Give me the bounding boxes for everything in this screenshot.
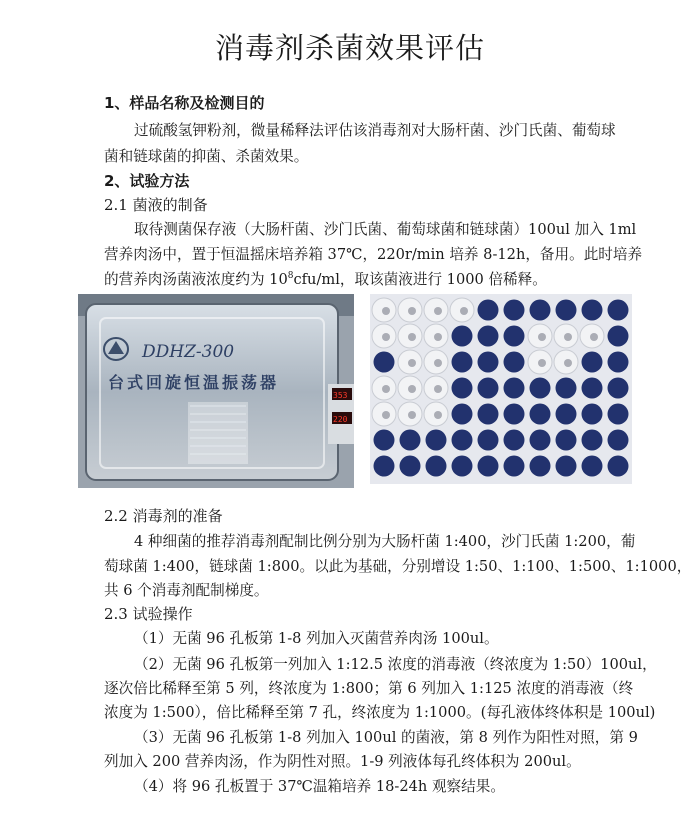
subsection-2-1-text-line-3: 的营养肉汤菌液浓度约为 $10^8cfu/ml$，取该菌液进行 1000 倍稀释。 [104, 271, 547, 288]
well-sediment [408, 333, 416, 341]
well-sediment [382, 385, 390, 393]
well-sediment [434, 307, 442, 315]
well-sediment [538, 359, 546, 367]
section-1-text-line-2: 菌和链球菌的抑菌、杀菌效果。 [104, 148, 309, 165]
clear-well [582, 352, 603, 373]
shaker-incubator-photo [78, 294, 354, 488]
clear-well [478, 404, 499, 425]
incubator-brand-label: DDHZ-300 [142, 342, 235, 362]
well-sediment [538, 333, 546, 341]
subsection-2-1-heading: 2.1 菌液的制备 [104, 196, 208, 214]
clear-well [374, 352, 395, 373]
operation-step-3-line-1: （3）无菌 96 孔板第 1-8 列加入 100ul 的菌液，第 8 列作为阳性对照，第 9 [134, 729, 638, 746]
clear-well [504, 352, 525, 373]
clear-well [452, 430, 473, 451]
clear-well [582, 430, 603, 451]
clear-well [400, 456, 421, 477]
clear-well [452, 404, 473, 425]
subsection-2-3-heading: 2.3 试验操作 [104, 605, 193, 623]
well-sediment [434, 385, 442, 393]
clear-well [504, 430, 525, 451]
clear-well [530, 456, 551, 477]
clear-well [452, 378, 473, 399]
well-sediment [434, 359, 442, 367]
page-title: 消毒剂杀菌效果评估 [214, 31, 485, 65]
clear-well [478, 300, 499, 321]
well-sediment [564, 359, 572, 367]
operation-step-3-line-2: 列加入 200 营养肉汤，作为阴性对照。1-9 列液体每孔终体积为 200ul。 [104, 753, 581, 770]
well-plate-photo [370, 294, 632, 484]
well-sediment [564, 333, 572, 341]
subsection-2-2-text-line-1: 4 种细菌的推荐消毒剂配制比例分别为大肠杆菌 1:400，沙门氏菌 1:200，葡 [134, 533, 636, 550]
clear-well [374, 456, 395, 477]
section-1-text-line-1: 过硫酸氢钾粉剂，微量稀释法评估该消毒剂对大肠杆菌、沙门氏菌、葡萄球 [134, 122, 616, 139]
clear-well [582, 456, 603, 477]
clear-well [556, 378, 577, 399]
operation-step-1: （1）无菌 96 孔板第 1-8 列加入灭菌营养肉汤 100ul。 [134, 630, 499, 647]
clear-well [478, 430, 499, 451]
well-sediment [590, 333, 598, 341]
subsection-2-2-text-line-2: 萄球菌 1:400，链球菌 1:800。以此为基础，分别增设 1:50、1:100、1:500、1:1000， [104, 558, 692, 575]
subsection-2-1-text-line-2: 营养肉汤中，置于恒温摇床培养箱 37℃，220r/min 培养 8-12h，备用。此时培养 [104, 246, 643, 263]
subsection-2-2-heading: 2.2 消毒剂的准备 [104, 507, 223, 525]
well-plate-image [370, 294, 632, 484]
section-2-heading: 2、试验方法 [104, 172, 190, 190]
clear-well [452, 326, 473, 347]
clear-well [608, 352, 629, 373]
clear-well [504, 300, 525, 321]
clear-well [556, 300, 577, 321]
clear-well [608, 326, 629, 347]
well-sediment [408, 411, 416, 419]
well-sediment [382, 411, 390, 419]
clear-well [556, 430, 577, 451]
clear-well [556, 456, 577, 477]
clear-well [504, 378, 525, 399]
clear-well [530, 300, 551, 321]
well-sediment [382, 307, 390, 315]
subsection-2-1-text-line-1: 取待测菌保存液（大肠杆菌、沙门氏菌、葡萄球菌和链球菌）100ul 加入 1ml [134, 221, 637, 238]
clear-well [426, 456, 447, 477]
clear-well [374, 430, 395, 451]
clear-well [426, 430, 447, 451]
clear-well [582, 378, 603, 399]
well-sediment [434, 333, 442, 341]
operation-step-2-line-2: 逐次倍比稀释至第 5 列，终浓度为 1:800；第 6 列加入 1:125 浓度的消毒液（终 [104, 680, 634, 697]
incubator-display-1: 353 [333, 391, 348, 400]
operation-step-2-line-3: 浓度为 1:500），倍比稀释至第 7 孔，终浓度为 1:1000。(每孔液体终体积是 100ul) [104, 704, 656, 721]
clear-well [608, 456, 629, 477]
clear-well [530, 430, 551, 451]
well-sediment [408, 307, 416, 315]
clear-well [530, 404, 551, 425]
clear-well [452, 456, 473, 477]
clear-well [452, 352, 473, 373]
well-sediment [408, 385, 416, 393]
clear-well [504, 326, 525, 347]
clear-well [478, 326, 499, 347]
shaker-incubator-image [78, 294, 354, 488]
operation-step-4: （4）将 96 孔板置于 37℃温箱培养 18-24h 观察结果。 [134, 778, 505, 795]
clear-well [530, 378, 551, 399]
incubator-caption: 台式回旋恒温振荡器 [108, 373, 280, 392]
clear-well [400, 430, 421, 451]
clear-well [582, 404, 603, 425]
clear-well [582, 300, 603, 321]
subsection-2-2-text-line-3: 共 6 个消毒剂配制梯度。 [104, 582, 269, 599]
section-1-heading: 1、样品名称及检测目的 [104, 94, 265, 112]
clear-well [556, 404, 577, 425]
clear-well [608, 300, 629, 321]
incubator-display-2: 220 [333, 415, 348, 424]
clear-well [608, 378, 629, 399]
operation-step-2-line-1: （2）无菌 96 孔板第一列加入 1:12.5 浓度的消毒液（终浓度为 1:50）100ul， [134, 656, 657, 673]
well-sediment [382, 333, 390, 341]
clear-well [608, 430, 629, 451]
clear-well [478, 456, 499, 477]
clear-well [478, 352, 499, 373]
clear-well [504, 404, 525, 425]
well-sediment [408, 359, 416, 367]
well-sediment [460, 307, 468, 315]
well-sediment [434, 411, 442, 419]
clear-well [478, 378, 499, 399]
clear-well [504, 456, 525, 477]
clear-well [608, 404, 629, 425]
